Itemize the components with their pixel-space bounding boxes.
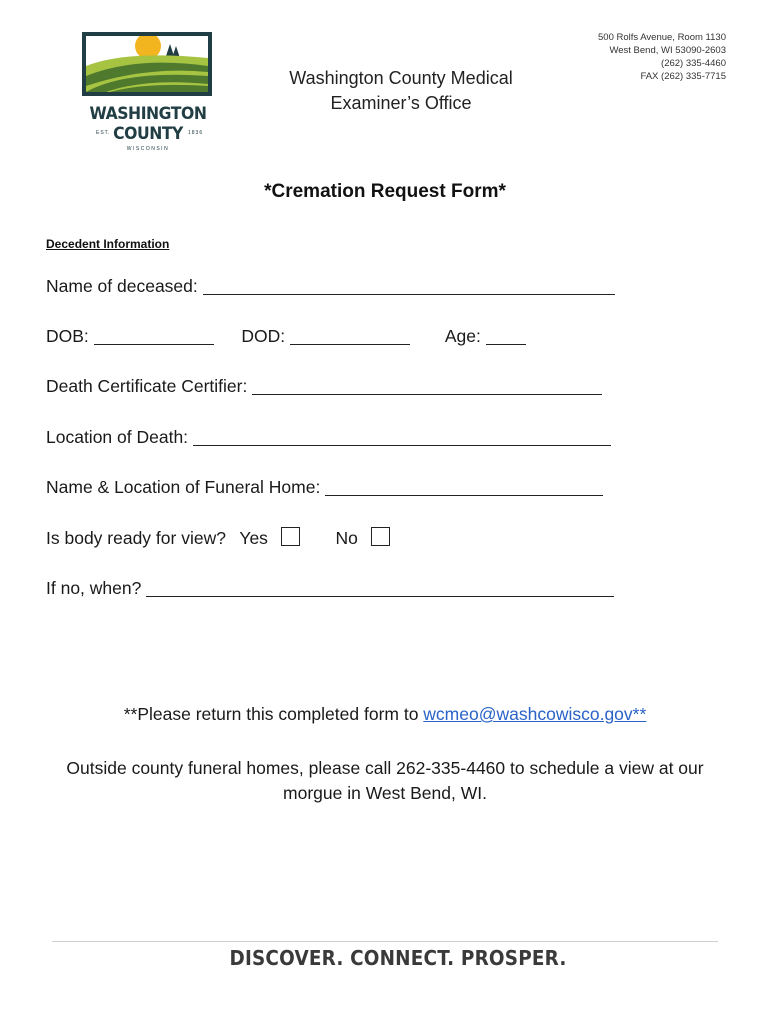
logo-emblem bbox=[82, 32, 212, 96]
location-label: Location of Death: bbox=[46, 427, 189, 447]
certifier-input-line[interactable] bbox=[252, 376, 602, 395]
return-prefix: **Please return this completed form to bbox=[123, 704, 424, 724]
section-label-decedent: Decedent Information bbox=[46, 237, 170, 251]
address-fax: FAX (262) 335-7715 bbox=[640, 71, 726, 82]
logo-wordmark-county: COUNTY bbox=[113, 124, 183, 144]
logo-state: WISCONSIN bbox=[126, 146, 170, 152]
dob-label: DOB: bbox=[46, 326, 89, 346]
office-address bbox=[598, 31, 726, 83]
logo-est: EST. bbox=[96, 130, 111, 136]
location-input-line[interactable] bbox=[193, 427, 611, 446]
address-phone: (262) 335-4460 bbox=[661, 58, 726, 69]
dod-input-line[interactable] bbox=[290, 326, 410, 345]
form-title: *Cremation Request Form* bbox=[264, 181, 506, 202]
address-city: West Bend, WI 53090-2603 bbox=[609, 45, 726, 56]
name-input-line[interactable] bbox=[203, 276, 615, 295]
footer-divider bbox=[52, 941, 718, 942]
logo-wordmark-washington: WASHINGTON bbox=[89, 104, 207, 124]
no-label: No bbox=[335, 528, 358, 548]
office-title bbox=[240, 66, 562, 116]
logo-year: 1836 bbox=[188, 130, 204, 136]
outside-note-line1: Outside county funeral homes, please call 262-335-4460 to schedule a view at our bbox=[66, 758, 704, 778]
field-row-view-ready bbox=[46, 527, 390, 549]
field-row-dates bbox=[46, 326, 526, 347]
funeral-home-label: Name & Location of Funeral Home: bbox=[46, 477, 321, 497]
certifier-label: Death Certificate Certifier: bbox=[46, 376, 248, 396]
landscape-icon bbox=[86, 36, 208, 92]
footer-tagline: DISCOVER. CONNECT. PROSPER. bbox=[229, 946, 567, 970]
yes-checkbox[interactable] bbox=[281, 527, 300, 546]
office-title-line1: Washington County Medical bbox=[289, 68, 513, 88]
field-row-when bbox=[46, 578, 614, 599]
dob-input-line[interactable] bbox=[94, 326, 214, 345]
return-instructions bbox=[0, 704, 770, 725]
washington-county-logo bbox=[82, 28, 214, 154]
address-street: 500 Rolfs Avenue, Room 1130 bbox=[598, 32, 726, 43]
age-label: Age: bbox=[444, 326, 481, 346]
name-label: Name of deceased: bbox=[46, 276, 198, 296]
when-input-line[interactable] bbox=[146, 578, 614, 597]
office-title-line2: Examiner’s Office bbox=[330, 93, 472, 113]
age-input-line[interactable] bbox=[486, 326, 526, 345]
field-row-funeral-home bbox=[46, 477, 603, 498]
yes-label: Yes bbox=[239, 528, 268, 548]
when-label: If no, when? bbox=[46, 578, 142, 598]
funeral-home-input-line[interactable] bbox=[325, 477, 603, 496]
return-email-link[interactable]: wcmeo@washcowisco.gov** bbox=[423, 704, 647, 724]
field-row-certifier bbox=[46, 376, 602, 397]
view-question-label: Is body ready for view? bbox=[46, 528, 226, 548]
field-row-name bbox=[46, 276, 615, 297]
dod-label: DOD: bbox=[241, 326, 286, 346]
outside-note-line2: morgue in West Bend, WI. bbox=[283, 783, 487, 803]
field-row-location bbox=[46, 427, 611, 448]
outside-county-note bbox=[40, 756, 730, 806]
no-checkbox[interactable] bbox=[371, 527, 390, 546]
